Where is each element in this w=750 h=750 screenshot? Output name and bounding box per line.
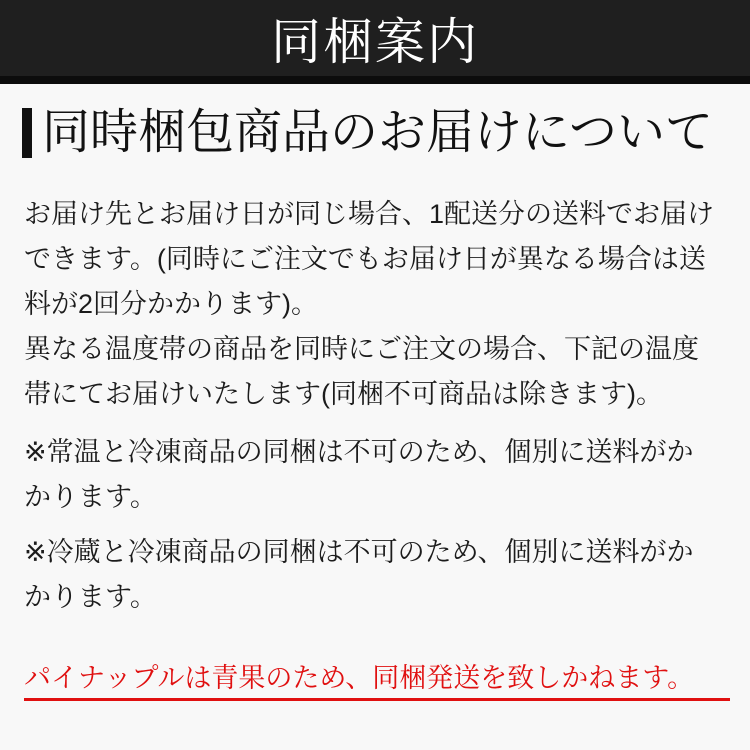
text-line: お届け先とお届け日が同じ場合、1配送分の送料でお届け <box>24 199 715 229</box>
text-line: ※常温と冷凍商品の同梱は不可のため、個別に送料がか <box>24 437 694 467</box>
pineapple-warning <box>24 658 730 701</box>
page-header <box>0 0 750 84</box>
page-title: 同梱案内 <box>271 14 479 70</box>
heading-accent-bar <box>22 108 32 158</box>
text-line: かります。 <box>24 482 157 512</box>
note-room-and-frozen <box>24 430 730 520</box>
pineapple-warning-text: パイナップルは青果のため、同梱発送を致しかねます。 <box>24 663 695 693</box>
note-chilled-and-frozen <box>24 530 730 620</box>
text-line: できます。(同時にご注文でもお届け日が異なる場合は送 <box>24 244 706 274</box>
text-line: 帯にてお届けいたします(同梱不可商品は除きます)。 <box>24 379 663 409</box>
text-line: ※冷蔵と冷凍商品の同梱は不可のため、個別に送料がか <box>24 537 694 567</box>
text-line: 異なる温度帯の商品を同時にご注文の場合、下記の温度 <box>24 334 699 364</box>
section-heading-text: 同時梱包商品のお届けについて <box>42 106 714 159</box>
text-line: かります。 <box>24 582 157 612</box>
section-heading <box>22 108 726 158</box>
text-line: 料が2回分かかります)。 <box>24 289 319 319</box>
content-area <box>0 108 750 701</box>
shipping-terms-paragraph <box>24 192 730 417</box>
